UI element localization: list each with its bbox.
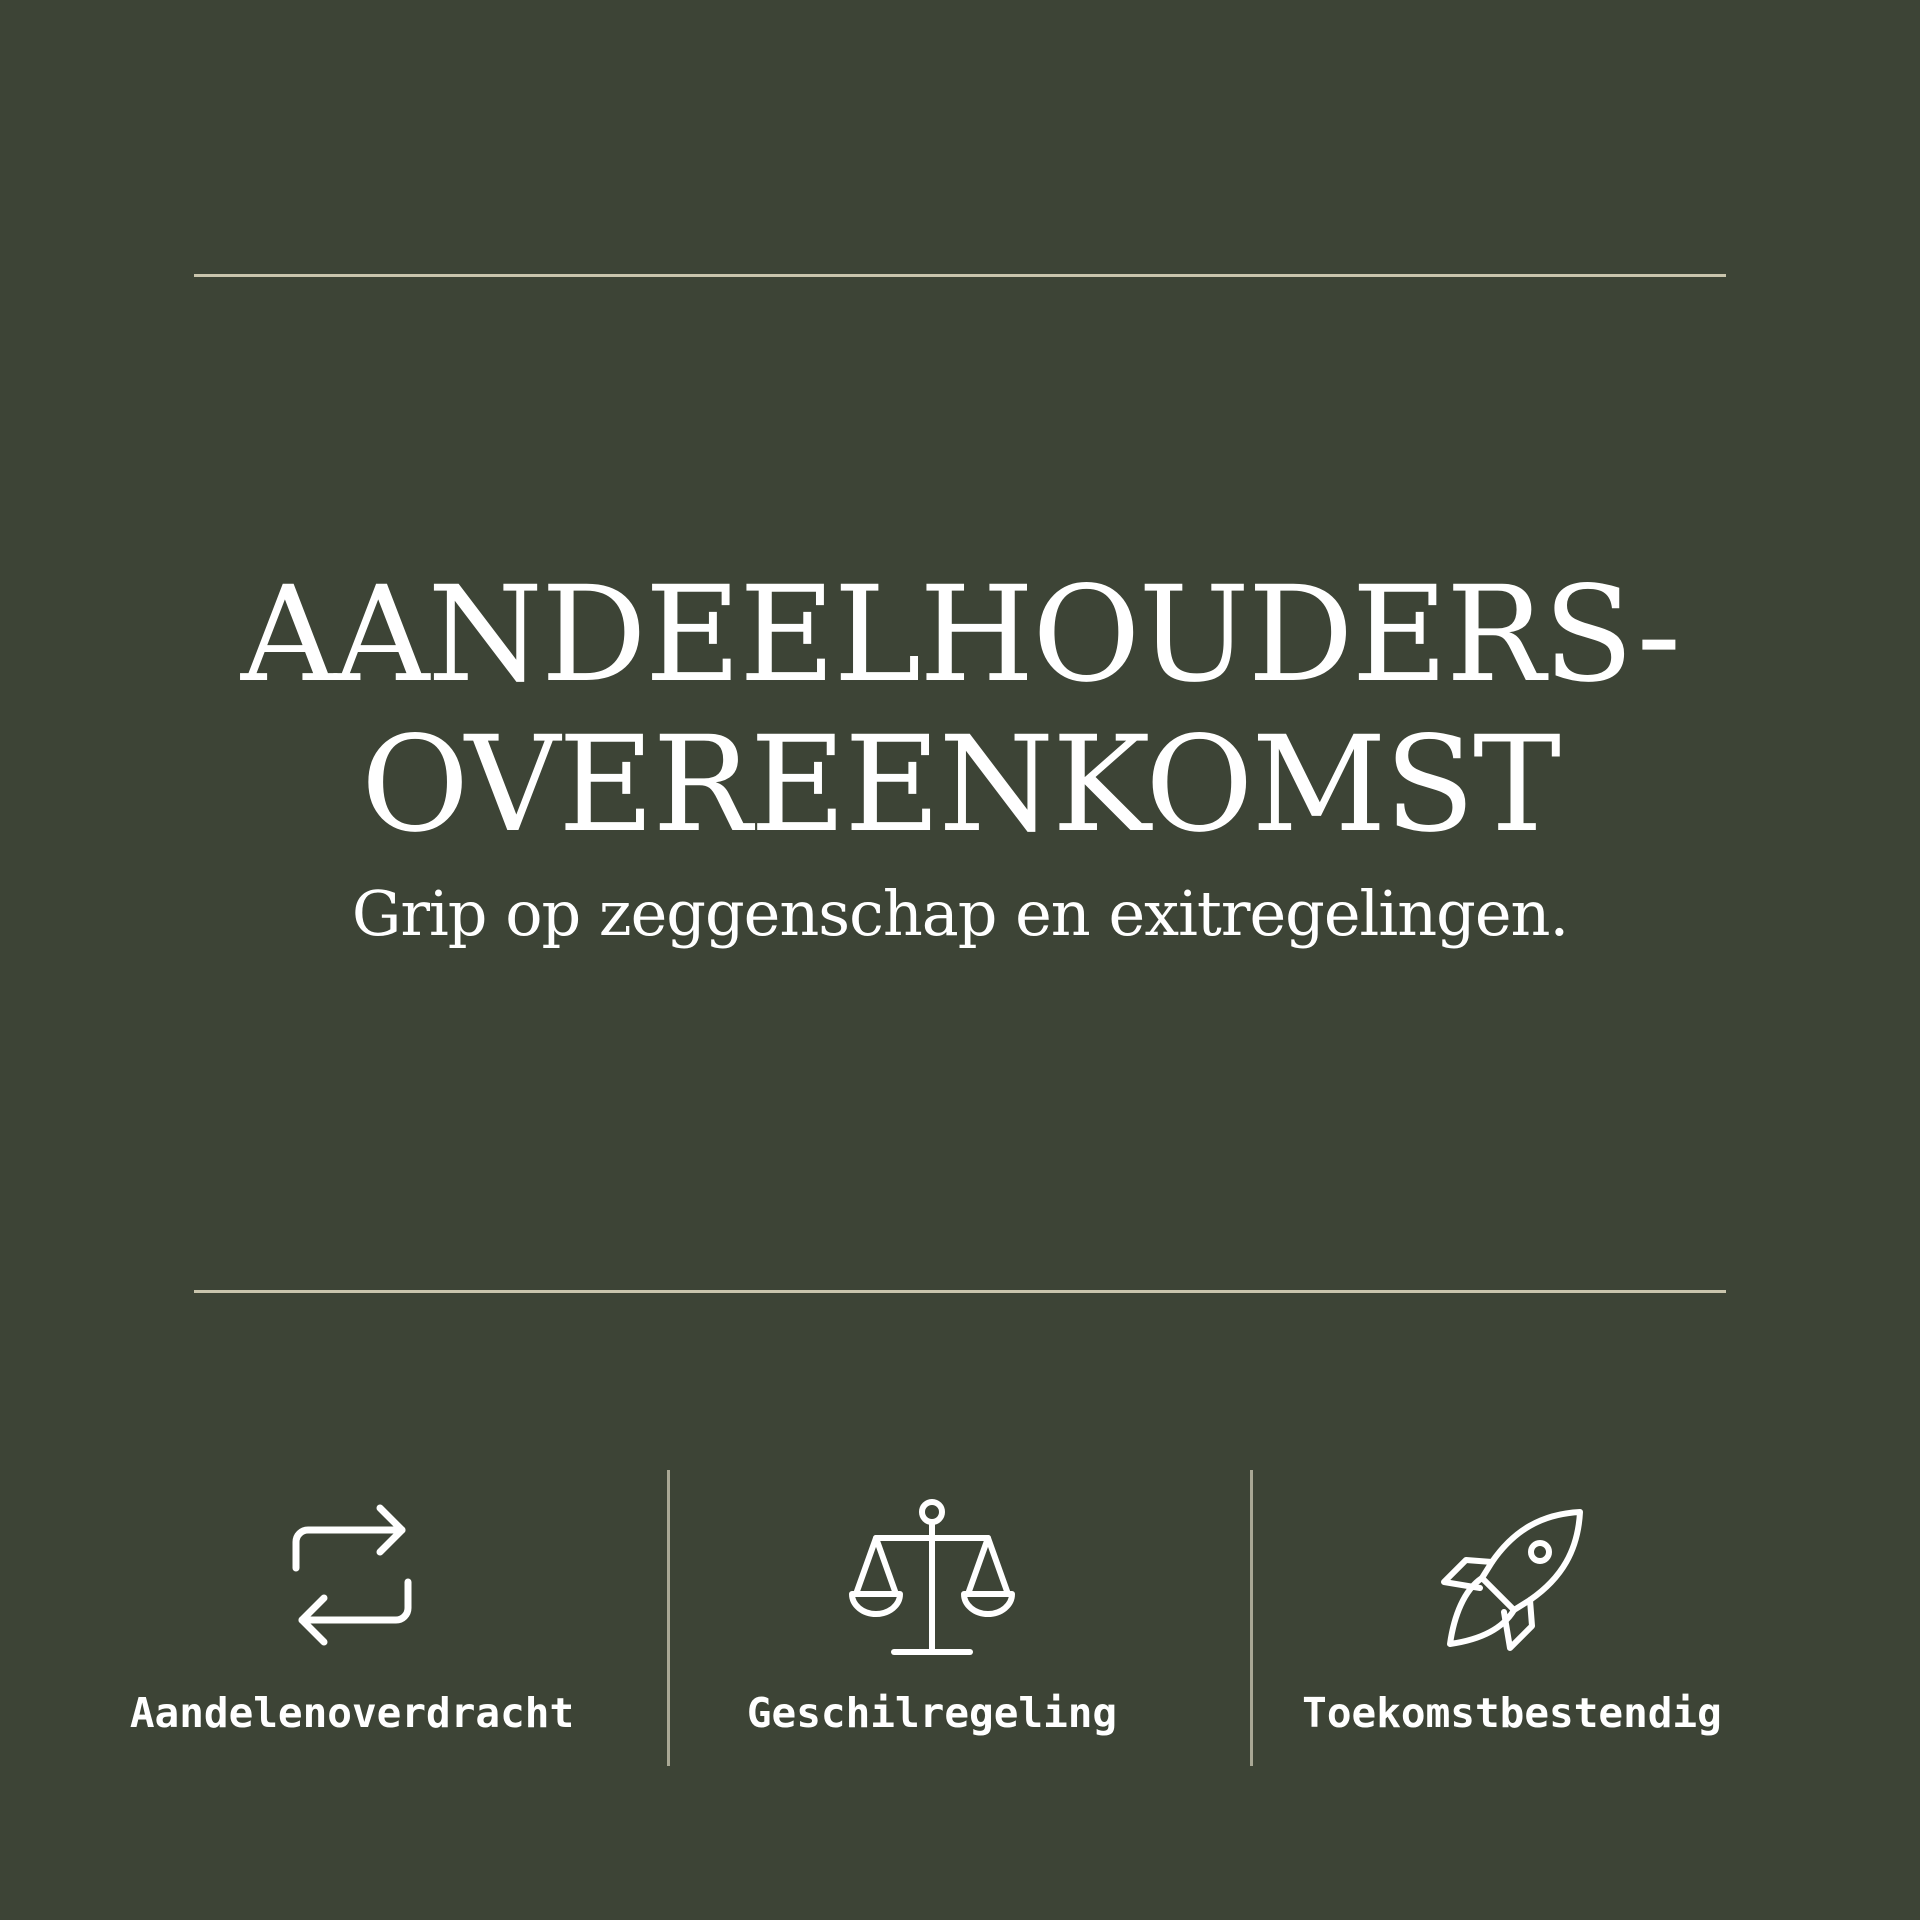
scales-icon [842,1490,1022,1670]
top-divider [194,274,1726,277]
page-subtitle: Grip op zeggenschap en exitregelingen. [351,877,1569,950]
feature-divider [1250,1470,1253,1766]
rocket-icon [1422,1490,1602,1670]
feature-toekomstbestendig [1222,1470,1802,1770]
bottom-divider [194,1290,1726,1293]
feature-geschilregeling [642,1470,1222,1770]
page-title-line-2: OVEREENKOMST [360,708,1560,862]
hero [0,560,1920,954]
feature-aandelenoverdracht [62,1470,642,1770]
page-title-line-1: AANDEELHOUDERS- [240,558,1680,712]
feature-label: Geschilregeling [746,1689,1118,1737]
feature-list [0,1470,1920,1770]
repeat-arrows-icon [262,1490,442,1670]
feature-label: Toekomstbestendig [1302,1689,1722,1737]
feature-label: Aandelenoverdracht [129,1689,575,1737]
feature-divider [667,1470,670,1766]
